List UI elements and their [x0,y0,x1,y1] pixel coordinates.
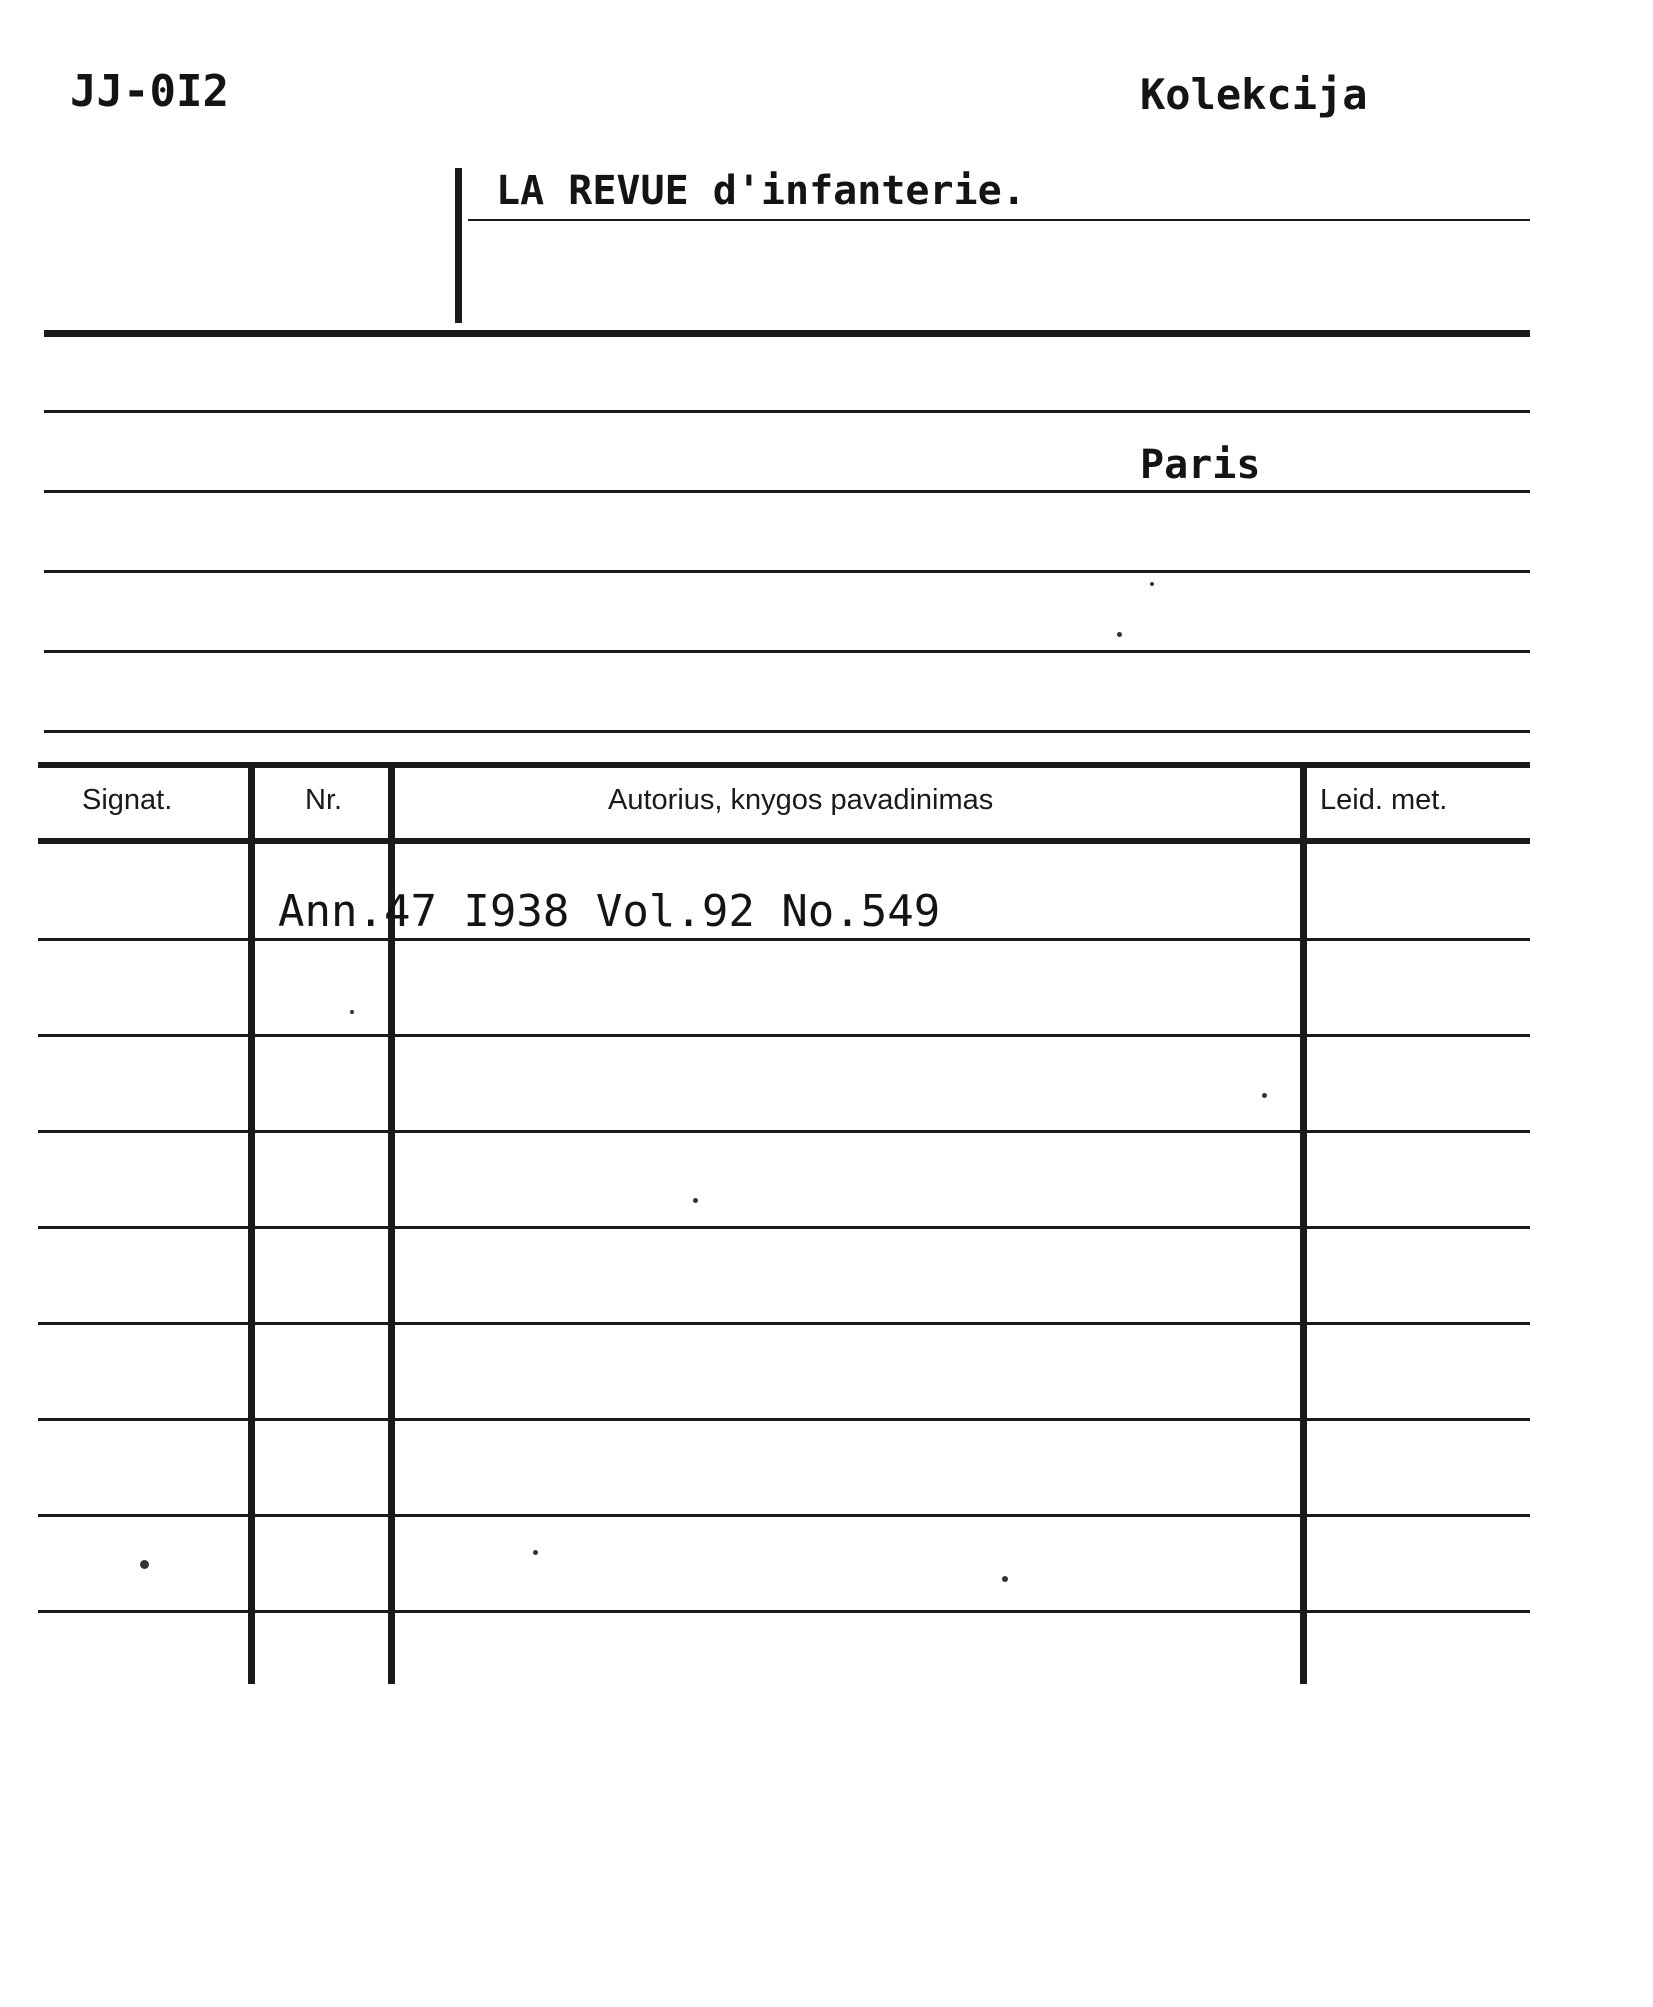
row-rule [38,1514,1530,1517]
rule [44,730,1530,733]
column-header-signat: Signat. [82,784,173,816]
scan-speck [693,1198,698,1203]
scan-speck [1150,582,1154,586]
scan-speck [533,1550,538,1555]
rule [44,490,1530,493]
scan-speck [350,1010,354,1014]
column-divider [248,762,255,1684]
row-rule [38,1322,1530,1325]
card-id: JJ-0I2 [70,66,229,117]
entry-row-1: Ann.47 I938 Vol.92 No.549 [278,886,941,937]
scan-speck [1002,1576,1008,1582]
title-divider [455,168,462,323]
column-header-year: Leid. met. [1320,784,1448,816]
publication-place: Paris [1140,442,1261,488]
row-rule [38,1034,1530,1037]
row-rule [38,1130,1530,1133]
row-rule [38,1226,1530,1229]
scan-speck [1117,632,1122,637]
scan-speck [140,1560,149,1569]
title-underline [468,219,1530,221]
column-divider [1300,762,1307,1684]
row-rule [38,1418,1530,1421]
rule [44,570,1530,573]
column-header-nr: Nr. [305,784,343,816]
row-rule [38,1610,1530,1613]
rule-heavy [44,330,1530,337]
publication-title: LA REVUE d'infanterie. [496,168,1026,214]
row-rule [38,938,1530,941]
scan-speck [1262,1093,1267,1098]
collection-label: Kolekcija [1140,70,1368,119]
column-header-author-title: Autorius, knygos pavadinimas [608,784,994,816]
rule [44,650,1530,653]
rule [44,410,1530,413]
